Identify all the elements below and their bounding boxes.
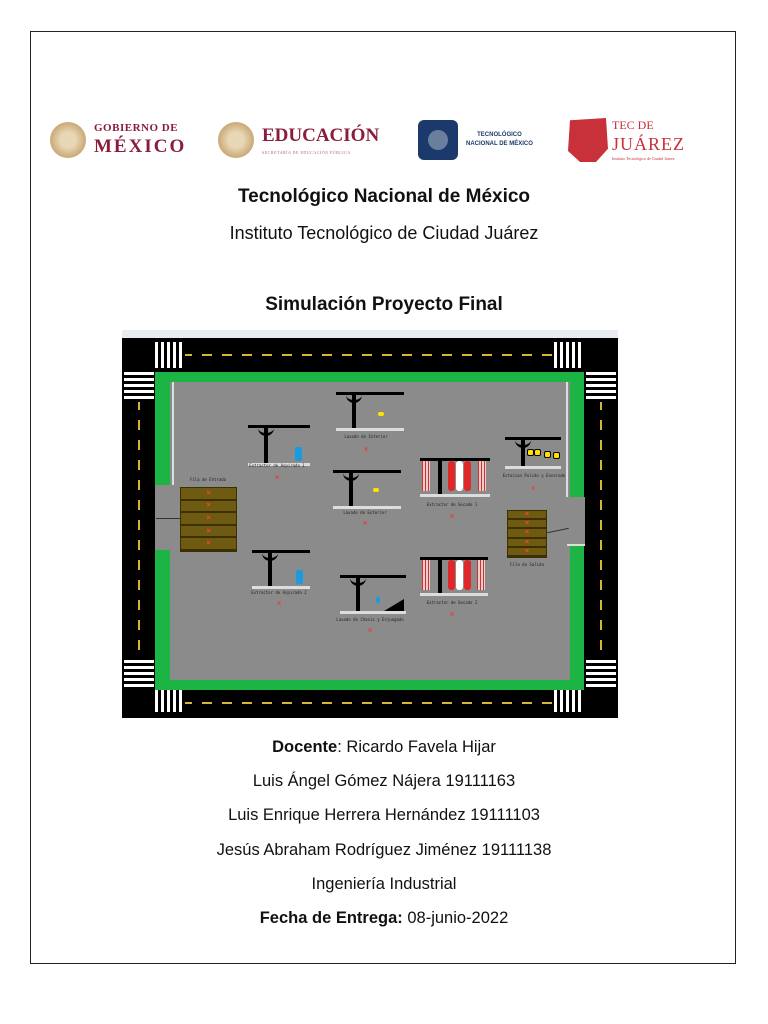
delivery-date-line <box>0 909 768 928</box>
status-marker: × <box>274 474 280 482</box>
station-lavado-exterior <box>333 470 401 510</box>
juarez-tagline: Instituto Tecnológico de Ciudad Juárez <box>612 155 675 161</box>
queue-slot: × <box>181 513 236 526</box>
tecnm-logo <box>418 110 533 170</box>
status-marker: × <box>449 611 455 619</box>
polisher-icon <box>553 452 560 459</box>
status-marker: × <box>530 485 536 493</box>
curb <box>566 382 568 497</box>
status-marker: × <box>367 627 373 635</box>
station-label-exterior: Lavado de Exterior <box>343 510 387 515</box>
roller-icon <box>448 461 455 491</box>
juarez-line2: JUÁREZ <box>612 134 685 155</box>
station-label-fila-entrada: Fila de Entrada <box>189 477 227 482</box>
station-aspirado-1 <box>248 425 310 467</box>
polisher-icon <box>534 449 541 456</box>
image-toolbar-strip <box>122 330 618 338</box>
nozzle-icon <box>376 597 380 603</box>
crosswalk <box>554 342 584 368</box>
station-secado-1 <box>420 458 490 498</box>
crosswalk <box>155 342 185 368</box>
institution-title: Tecnológico Nacional de México <box>237 186 531 207</box>
station-lavado-chasis <box>340 575 406 615</box>
vacuum-icon <box>295 447 302 461</box>
queue-slot: × <box>181 526 236 539</box>
student-3: Jesús Abraham Rodríguez Jiménez 19111138 <box>216 841 552 859</box>
tecnm-line1: TECNOLÓGICO <box>477 132 522 138</box>
queue-slot: × <box>181 501 236 514</box>
station-label-pulido: Estacion Pulido y Encerado <box>502 473 566 478</box>
connector-line <box>156 518 180 519</box>
station-lavado-interior <box>336 392 404 432</box>
crosswalk <box>586 372 616 402</box>
queue-slot: × <box>181 538 236 551</box>
brush-icon <box>477 560 485 590</box>
gob-line1: GOBIERNO DE <box>94 121 179 134</box>
roller-icon <box>464 461 471 491</box>
juarez-shield-icon <box>568 118 608 162</box>
crosswalk <box>124 372 154 402</box>
road-centerline-bottom <box>182 702 562 704</box>
docente-name: : Ricardo Favela Hijar <box>337 738 496 756</box>
docente-line <box>0 738 768 757</box>
simulation-layout-image <box>122 330 618 718</box>
road-centerline-top <box>182 354 562 356</box>
station-label-secado-1: Extractor de Secado 1 <box>426 502 478 507</box>
fecha-label: Fecha de Entrega: <box>259 909 403 927</box>
queue-slot: × <box>508 529 546 538</box>
station-label-fila-salida: Fila de Salida <box>510 562 544 567</box>
entry-queue <box>180 487 237 552</box>
national-seal-icon <box>50 122 86 158</box>
exit-queue <box>507 510 547 558</box>
station-pulido-encerado <box>505 437 561 470</box>
fecha-value: 08-junio-2022 <box>402 909 509 927</box>
roller-icon <box>456 461 463 491</box>
logo-bar <box>50 110 710 170</box>
crosswalk <box>124 660 154 690</box>
brush-icon <box>478 461 486 491</box>
nozzle-icon <box>378 412 384 416</box>
national-seal-icon <box>218 122 254 158</box>
edu-title: EDUCACIÓN <box>262 125 380 147</box>
queue-slot: × <box>508 520 546 529</box>
curb <box>172 382 174 485</box>
road-centerline-right <box>600 400 602 670</box>
polisher-icon <box>527 449 534 456</box>
station-label-interior: Lavado de Interior <box>344 434 388 439</box>
brush-icon <box>422 560 430 590</box>
nozzle-icon <box>373 488 379 492</box>
status-marker: × <box>362 520 368 528</box>
station-secado-2 <box>420 557 488 597</box>
gobierno-mexico-logo <box>50 110 186 170</box>
docente-label: Docente <box>272 738 338 756</box>
project-title: Simulación Proyecto Final <box>265 294 503 315</box>
tecnm-gear-icon <box>418 120 458 160</box>
juarez-line1: TEC DE <box>612 118 654 133</box>
queue-slot: × <box>508 539 546 548</box>
student-1: Luis Ángel Gómez Nájera 19111163 <box>252 772 516 790</box>
gob-line2: MÉXICO <box>94 136 187 158</box>
exit-driveway <box>567 497 585 545</box>
tecnm-line2: NACIONAL DE MÉXICO <box>466 141 533 147</box>
road-centerline-left <box>138 400 140 670</box>
station-aspirado-2 <box>252 550 310 590</box>
status-marker: × <box>276 600 282 608</box>
brush-icon <box>422 461 430 491</box>
station-label-aspirado-2: Extractor de Aspirado 2 <box>251 590 307 595</box>
campus-title: Instituto Tecnológico de Ciudad Juárez <box>229 223 539 243</box>
tec-juarez-logo <box>568 110 685 170</box>
ramp-icon <box>384 599 404 611</box>
crosswalk <box>586 660 616 690</box>
vacuum-icon <box>296 570 303 584</box>
station-label-secado-2: Extractor de Secado 2 <box>426 600 478 605</box>
roller-icon <box>448 560 455 590</box>
edu-subtitle: SECRETARÍA DE EDUCACIÓN PÚBLICA <box>262 150 351 156</box>
career: Ingeniería Industrial <box>311 875 457 893</box>
queue-slot: × <box>508 511 546 520</box>
queue-slot: × <box>181 488 236 501</box>
station-label-aspirado-1: Extractor de Aspirado 1 <box>249 463 305 468</box>
curb <box>567 544 585 546</box>
status-marker: × <box>449 513 455 521</box>
educacion-logo <box>218 110 379 170</box>
roller-icon <box>456 560 463 590</box>
status-marker: × <box>363 446 369 454</box>
student-2: Luis Enrique Herrera Hernández 19111103 <box>228 806 540 824</box>
roller-icon <box>464 560 471 590</box>
queue-slot: × <box>508 548 546 557</box>
polisher-icon <box>544 451 551 458</box>
station-label-chasis: Lavado de Chasis y Enjuagado <box>336 617 404 622</box>
